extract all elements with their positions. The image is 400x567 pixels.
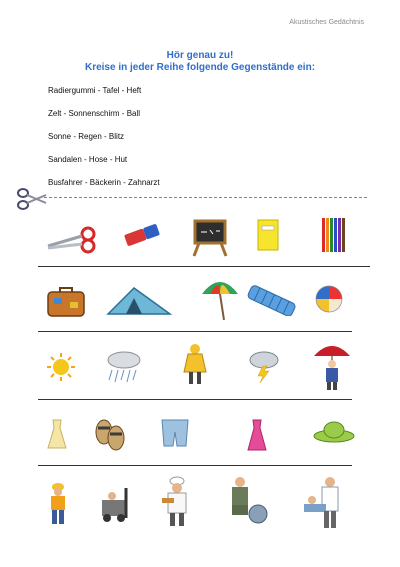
header-label: Akustisches Gedächtnis <box>289 19 364 26</box>
notebook-icon <box>256 218 280 252</box>
rain-cloud-icon <box>104 350 144 384</box>
row-separator <box>38 266 370 267</box>
construction-worker-icon <box>46 482 70 528</box>
tent-icon <box>104 284 174 316</box>
scissors-icon <box>46 226 96 254</box>
cut-scissors-icon <box>16 187 48 211</box>
row-separator <box>38 331 352 332</box>
person-in-raincoat-icon <box>180 342 210 388</box>
beach-ball-icon <box>314 284 344 314</box>
row-separator <box>38 465 352 466</box>
person-with-umbrella-icon <box>312 342 352 392</box>
sandals-icon <box>94 418 126 452</box>
eraser-icon <box>122 222 162 248</box>
baker-icon <box>160 476 194 528</box>
instruction-line: Zelt - Sonnenschirm - Ball <box>48 109 141 118</box>
beach-umbrella-icon <box>200 276 240 322</box>
sun-icon <box>46 352 76 382</box>
row-separator <box>38 399 352 400</box>
dentist-icon <box>302 474 346 530</box>
sun-hat-icon <box>312 418 356 444</box>
air-mattress-icon <box>246 284 298 316</box>
instruction-line: Radiergummi - Tafel - Heft <box>48 86 142 95</box>
shorts-icon <box>160 418 190 448</box>
mechanic-icon <box>224 474 268 526</box>
chalkboard-icon <box>190 218 230 258</box>
suitcase-icon <box>46 286 86 318</box>
instruction-line: Busfahrer - Bäckerin - Zahnarzt <box>48 178 160 187</box>
title-line-1: Hör genau zu! <box>166 50 234 61</box>
colored-pencils-icon <box>320 216 346 254</box>
thunderstorm-icon <box>246 350 282 384</box>
dress-icon <box>46 418 68 450</box>
instruction-line: Sandalen - Hose - Hut <box>48 155 128 164</box>
instruction-list <box>48 86 160 201</box>
instruction-line: Sonne - Regen - Blitz <box>48 132 125 141</box>
forklift-driver-icon <box>96 484 136 524</box>
title-line-2: Kreise in jeder Reihe folgende Gegenstände ein: <box>84 62 316 73</box>
cut-line <box>44 197 367 198</box>
pink-dress-icon <box>246 418 268 452</box>
